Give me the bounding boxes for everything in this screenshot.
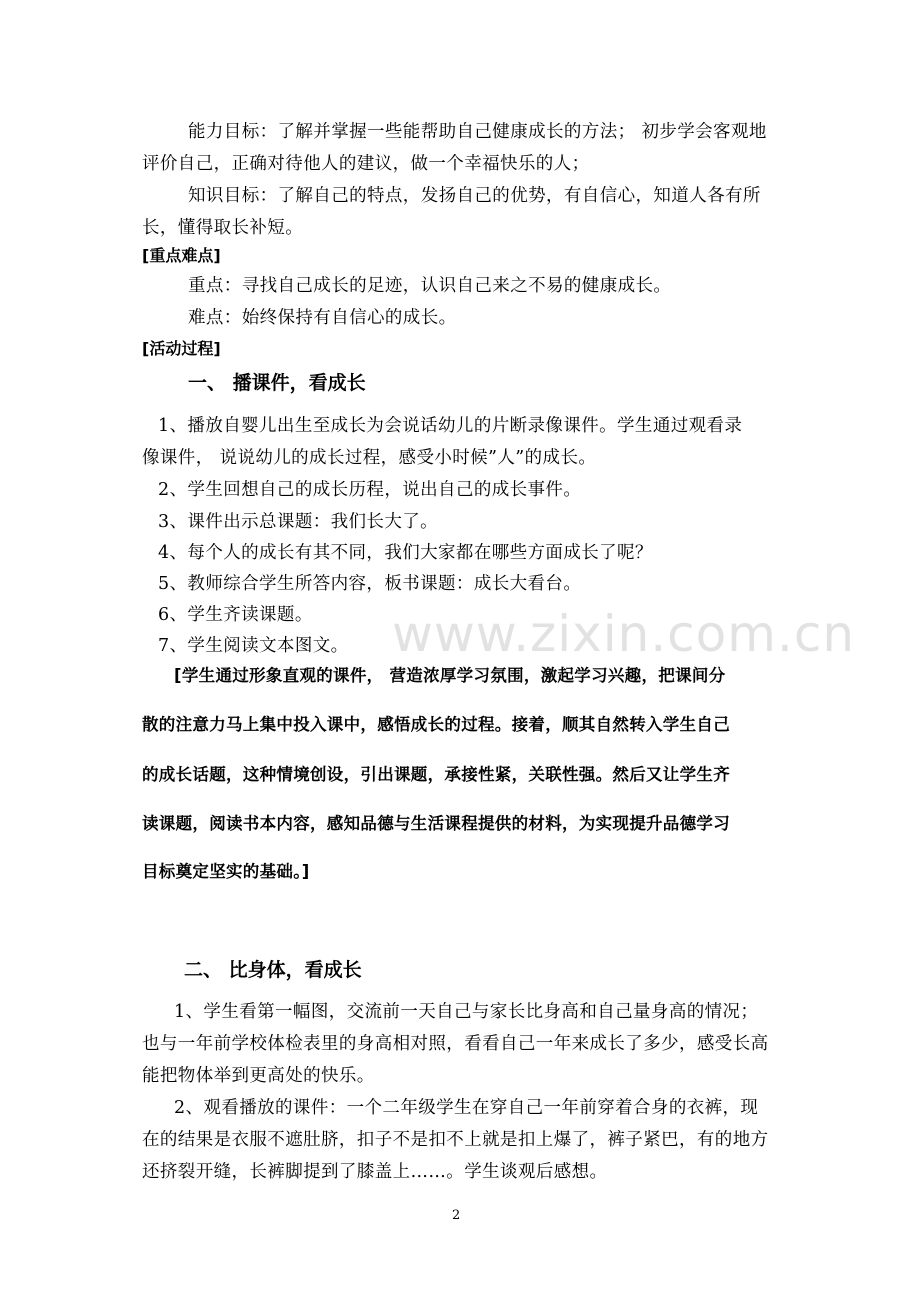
section-2-item: 也与一年前学校体检表里的身高相对照，看看自己一年来成长了多少，感受长高: [142, 1034, 769, 1054]
section-2-item: 1、学生看第一幅图，交流前一天自己与家长比身高和自己量身高的情况；: [174, 1002, 759, 1022]
section-1-note-line: 的成长话题，这种情境创设，引出课题，承接性紧，关联性强。然后又让学生齐: [142, 765, 730, 784]
section-2-item: 在的结果是衣服不遮肚脐，扣子不是扣不上就是扣上爆了，裤子紧巴，有的地方: [142, 1130, 769, 1150]
section-1-note-line: 目标奠定坚实的基础。]: [142, 862, 310, 881]
section-1-item: 6、学生齐读课题。: [158, 605, 313, 625]
section-2-title: 二、 比身体，看成长: [184, 959, 362, 981]
section-1-item: 3、课件出示总课题：我们长大了。: [158, 512, 439, 532]
section-1-item: 1、播放自婴儿出生至成长为会说话幼儿的片断录像课件。学生通过观看录: [158, 416, 743, 436]
section-1-item: 4、每个人的成长有其不同，我们大家都在哪些方面成长了呢？: [158, 543, 653, 563]
ability-goal-line-2: 评价自己，正确对待他人的建议，做一个幸福快乐的人；: [142, 154, 590, 174]
activity-heading: [活动过程]: [142, 339, 221, 358]
section-2-item: 能把物体举到更高处的快乐。: [142, 1066, 375, 1086]
section-1-item: 5、教师综合学生所答内容，板书课题：成长大看台。: [158, 574, 582, 594]
section-1-note-line: [学生通过形象直观的课件， 营造浓厚学习氛围，激起学习兴趣，把课间分: [174, 666, 726, 685]
watermark: www.zixin.com.cn: [392, 605, 856, 663]
section-1-note-line: 散的注意力马上集中投入课中，感悟成长的过程。接着，顺其自然转入学生自己: [142, 715, 730, 734]
section-2-item: 2、观看播放的课件：一个二年级学生在穿自己一年前穿着合身的衣裤，现: [174, 1098, 759, 1118]
key-points-heading: [重点难点]: [142, 246, 221, 265]
knowledge-goal-line-1: 知识目标：了解自己的特点，发扬自己的优势，有自信心，知道人各有所: [188, 186, 761, 206]
page-number: 2: [452, 1208, 461, 1223]
section-2-item: 还挤裂开缝，长裤脚提到了膝盖上……。学生谈观后感想。: [142, 1162, 608, 1182]
section-1-note-line: 读课题，阅读书本内容，感知品德与生活课程提供的材料，为实现提升品德学习: [142, 814, 730, 833]
section-1-item: 7、学生阅读文本图文。: [158, 636, 349, 656]
knowledge-goal-line-2: 长，懂得取长补短。: [142, 218, 304, 238]
section-1-item: 2、学生回想自己的成长历程，说出自己的成长事件。: [158, 480, 582, 500]
ability-goal-line-1: 能力目标：了解并掌握一些能帮助自己健康成长的方法； 初步学会客观地: [188, 122, 767, 142]
section-1-title: 一、 播课件，看成长: [188, 372, 366, 394]
focus-text: 重点：寻找自己成长的足迹，认识自己来之不易的健康成长。: [188, 276, 672, 296]
section-1-item: 像课件， 说说幼儿的成长过程，感受小时候”人”的成长。: [142, 448, 597, 468]
difficulty-text: 难点：始终保持有自信心的成长。: [188, 308, 457, 328]
